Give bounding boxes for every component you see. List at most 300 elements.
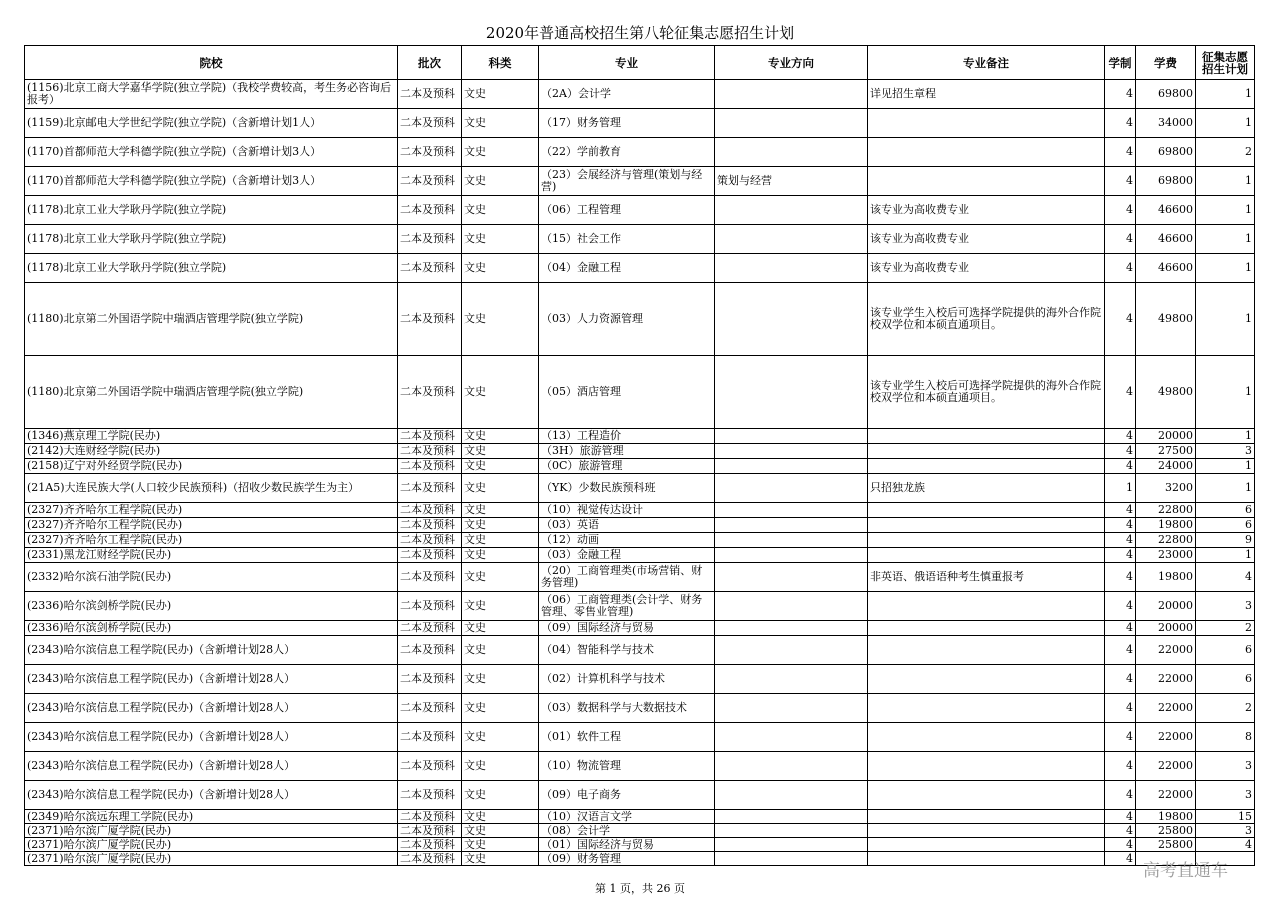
cell-batch: 二本及预科 [398, 503, 462, 518]
cell-years: 4 [1105, 665, 1136, 694]
cell-fee: 3200 [1136, 474, 1196, 503]
table-row [25, 225, 1255, 254]
cell-category: 文史 [462, 621, 539, 636]
cell-category: 文史 [462, 636, 539, 665]
table-row [25, 138, 1255, 167]
cell-note [868, 518, 1105, 533]
cell-category: 文史 [462, 752, 539, 781]
cell-major: （13）工程造价 [539, 429, 715, 444]
table-row [25, 621, 1255, 636]
cell-major: （15）社会工作 [539, 225, 715, 254]
cell-school: (1346)燕京理工学院(民办) [25, 429, 398, 444]
cell-school: (1170)首都师范大学科德学院(独立学院)（含新增计划3人） [25, 138, 398, 167]
cell-years: 4 [1105, 196, 1136, 225]
cell-school: (2371)哈尔滨广厦学院(民办) [25, 824, 398, 838]
cell-plan: 4 [1196, 838, 1255, 852]
cell-category: 文史 [462, 563, 539, 592]
cell-plan: 1 [1196, 474, 1255, 503]
cell-direction [715, 80, 868, 109]
cell-major: （09）国际经济与贸易 [539, 621, 715, 636]
cell-plan: 1 [1196, 356, 1255, 429]
cell-note [868, 109, 1105, 138]
table-row [25, 665, 1255, 694]
cell-fee: 25800 [1136, 824, 1196, 838]
cell-plan: 1 [1196, 225, 1255, 254]
table-row [25, 518, 1255, 533]
cell-batch: 二本及预科 [398, 167, 462, 196]
cell-note [868, 665, 1105, 694]
cell-school: (2343)哈尔滨信息工程学院(民办)（含新增计划28人） [25, 781, 398, 810]
cell-years: 4 [1105, 109, 1136, 138]
cell-plan: 3 [1196, 781, 1255, 810]
cell-plan: 1 [1196, 80, 1255, 109]
cell-direction [715, 429, 868, 444]
header-note: 专业备注 [868, 46, 1105, 80]
cell-years: 4 [1105, 138, 1136, 167]
cell-school: (2332)哈尔滨石油学院(民办) [25, 563, 398, 592]
cell-school: (2327)齐齐哈尔工程学院(民办) [25, 503, 398, 518]
cell-note [868, 548, 1105, 563]
cell-major: （2A）会计学 [539, 80, 715, 109]
cell-note [868, 838, 1105, 852]
cell-plan: 6 [1196, 636, 1255, 665]
cell-category: 文史 [462, 196, 539, 225]
header-batch: 批次 [398, 46, 462, 80]
cell-direction [715, 810, 868, 824]
cell-direction [715, 621, 868, 636]
admission-plan-table [24, 45, 1255, 866]
cell-plan: 3 [1196, 824, 1255, 838]
cell-category: 文史 [462, 503, 539, 518]
cell-direction: 策划与经营 [715, 167, 868, 196]
cell-major: （04）金融工程 [539, 254, 715, 283]
cell-fee: 27500 [1136, 444, 1196, 459]
cell-major: （06）工程管理 [539, 196, 715, 225]
cell-batch: 二本及预科 [398, 621, 462, 636]
cell-fee: 20000 [1136, 621, 1196, 636]
cell-note: 该专业学生入校后可选择学院提供的海外合作院校双学位和本硕直通项目。 [868, 283, 1105, 356]
cell-category: 文史 [462, 356, 539, 429]
cell-note [868, 444, 1105, 459]
cell-batch: 二本及预科 [398, 533, 462, 548]
cell-school: (2343)哈尔滨信息工程学院(民办)（含新增计划28人） [25, 723, 398, 752]
table-row [25, 752, 1255, 781]
cell-note [868, 503, 1105, 518]
cell-category: 文史 [462, 109, 539, 138]
cell-major: （01）国际经济与贸易 [539, 838, 715, 852]
table-row [25, 109, 1255, 138]
cell-plan: 6 [1196, 665, 1255, 694]
cell-major: （03）英语 [539, 518, 715, 533]
cell-fee: 25800 [1136, 838, 1196, 852]
cell-school: (1178)北京工业大学耿丹学院(独立学院) [25, 225, 398, 254]
cell-school: (2371)哈尔滨广厦学院(民办) [25, 852, 398, 866]
cell-category: 文史 [462, 838, 539, 852]
header-fee: 学费 [1136, 46, 1196, 80]
cell-note: 该专业为高收费专业 [868, 254, 1105, 283]
cell-category: 文史 [462, 518, 539, 533]
cell-direction [715, 518, 868, 533]
cell-plan: 3 [1196, 752, 1255, 781]
cell-major: （08）会计学 [539, 824, 715, 838]
cell-plan: 2 [1196, 694, 1255, 723]
cell-major: （3H）旅游管理 [539, 444, 715, 459]
cell-batch: 二本及预科 [398, 665, 462, 694]
cell-category: 文史 [462, 283, 539, 356]
cell-years: 4 [1105, 548, 1136, 563]
cell-batch: 二本及预科 [398, 852, 462, 866]
cell-major: （06）工商管理类(会计学、财务管理、零售业管理) [539, 592, 715, 621]
cell-years: 4 [1105, 533, 1136, 548]
header-direction: 专业方向 [715, 46, 868, 80]
header-category: 科类 [462, 46, 539, 80]
table-row [25, 723, 1255, 752]
cell-major: （12）动画 [539, 533, 715, 548]
cell-major: （03）人力资源管理 [539, 283, 715, 356]
table-row [25, 80, 1255, 109]
cell-batch: 二本及预科 [398, 723, 462, 752]
cell-direction [715, 723, 868, 752]
cell-direction [715, 356, 868, 429]
cell-fee: 22000 [1136, 694, 1196, 723]
cell-major: （23）会展经济与管理(策划与经营) [539, 167, 715, 196]
cell-plan: 6 [1196, 518, 1255, 533]
cell-category: 文史 [462, 225, 539, 254]
cell-plan: 3 [1196, 444, 1255, 459]
cell-school: (1159)北京邮电大学世纪学院(独立学院)（含新增计划1人） [25, 109, 398, 138]
cell-school: (2349)哈尔滨远东理工学院(民办) [25, 810, 398, 824]
cell-major: （10）汉语言文学 [539, 810, 715, 824]
table-row [25, 852, 1255, 866]
cell-years: 4 [1105, 752, 1136, 781]
table-row [25, 781, 1255, 810]
cell-category: 文史 [462, 852, 539, 866]
cell-plan: 1 [1196, 196, 1255, 225]
cell-category: 文史 [462, 254, 539, 283]
cell-note [868, 752, 1105, 781]
cell-category: 文史 [462, 533, 539, 548]
cell-major: （17）财务管理 [539, 109, 715, 138]
cell-major: （03）金融工程 [539, 548, 715, 563]
cell-years: 4 [1105, 459, 1136, 474]
cell-direction [715, 665, 868, 694]
cell-fee: 19800 [1136, 563, 1196, 592]
cell-fee: 69800 [1136, 138, 1196, 167]
cell-years: 4 [1105, 563, 1136, 592]
cell-fee: 19800 [1136, 518, 1196, 533]
table-row [25, 838, 1255, 852]
cell-years: 4 [1105, 254, 1136, 283]
cell-fee: 22000 [1136, 781, 1196, 810]
cell-years: 4 [1105, 621, 1136, 636]
cell-direction [715, 444, 868, 459]
cell-note [868, 138, 1105, 167]
cell-years: 4 [1105, 723, 1136, 752]
cell-school: (1170)首都师范大学科德学院(独立学院)（含新增计划3人） [25, 167, 398, 196]
cell-category: 文史 [462, 592, 539, 621]
cell-note [868, 824, 1105, 838]
cell-note [868, 723, 1105, 752]
cell-direction [715, 283, 868, 356]
table-row [25, 474, 1255, 503]
cell-direction [715, 196, 868, 225]
cell-direction [715, 254, 868, 283]
cell-direction [715, 109, 868, 138]
cell-major: （02）计算机科学与技术 [539, 665, 715, 694]
cell-years: 1 [1105, 474, 1136, 503]
cell-plan: 6 [1196, 503, 1255, 518]
cell-school: (1156)北京工商大学嘉华学院(独立学院)（我校学费较高，考生务必咨询后报考） [25, 80, 398, 109]
cell-fee: 69800 [1136, 167, 1196, 196]
cell-major: （09）电子商务 [539, 781, 715, 810]
cell-fee: 22000 [1136, 723, 1196, 752]
cell-note: 该专业学生入校后可选择学院提供的海外合作院校双学位和本硕直通项目。 [868, 356, 1105, 429]
header-plan: 征集志愿招生计划 [1196, 46, 1255, 80]
cell-school: (2343)哈尔滨信息工程学院(民办)（含新增计划28人） [25, 665, 398, 694]
cell-years: 4 [1105, 225, 1136, 254]
cell-batch: 二本及预科 [398, 548, 462, 563]
cell-fee: 69800 [1136, 80, 1196, 109]
table-row [25, 810, 1255, 824]
cell-fee: 22000 [1136, 752, 1196, 781]
cell-category: 文史 [462, 167, 539, 196]
cell-plan: 2 [1196, 138, 1255, 167]
cell-direction [715, 563, 868, 592]
cell-major: （0C）旅游管理 [539, 459, 715, 474]
cell-years: 4 [1105, 80, 1136, 109]
cell-years: 4 [1105, 167, 1136, 196]
cell-major: （04）智能科学与技术 [539, 636, 715, 665]
cell-batch: 二本及预科 [398, 429, 462, 444]
cell-batch: 二本及预科 [398, 518, 462, 533]
cell-school: (2142)大连财经学院(民办) [25, 444, 398, 459]
cell-plan: 9 [1196, 533, 1255, 548]
cell-school: (1178)北京工业大学耿丹学院(独立学院) [25, 254, 398, 283]
cell-batch: 二本及预科 [398, 80, 462, 109]
cell-fee: 20000 [1136, 592, 1196, 621]
cell-years: 4 [1105, 592, 1136, 621]
table-row [25, 533, 1255, 548]
cell-plan: 2 [1196, 621, 1255, 636]
cell-direction [715, 852, 868, 866]
cell-school: (1180)北京第二外国语学院中瑞酒店管理学院(独立学院) [25, 283, 398, 356]
cell-category: 文史 [462, 429, 539, 444]
cell-fee: 46600 [1136, 254, 1196, 283]
cell-batch: 二本及预科 [398, 752, 462, 781]
cell-school: (2336)哈尔滨剑桥学院(民办) [25, 592, 398, 621]
cell-category: 文史 [462, 474, 539, 503]
cell-fee: 19800 [1136, 810, 1196, 824]
cell-direction [715, 781, 868, 810]
cell-major: （01）软件工程 [539, 723, 715, 752]
table-body [25, 80, 1255, 866]
cell-plan: 1 [1196, 283, 1255, 356]
cell-category: 文史 [462, 138, 539, 167]
table-row [25, 429, 1255, 444]
cell-batch: 二本及预科 [398, 138, 462, 167]
cell-note [868, 694, 1105, 723]
cell-years: 4 [1105, 356, 1136, 429]
header-major: 专业 [539, 46, 715, 80]
table-row [25, 254, 1255, 283]
cell-major: （03）数据科学与大数据技术 [539, 694, 715, 723]
cell-major: （22）学前教育 [539, 138, 715, 167]
cell-note: 该专业为高收费专业 [868, 196, 1105, 225]
cell-fee: 46600 [1136, 196, 1196, 225]
cell-fee: 23000 [1136, 548, 1196, 563]
cell-batch: 二本及预科 [398, 109, 462, 138]
cell-note [868, 459, 1105, 474]
cell-plan: 1 [1196, 167, 1255, 196]
cell-note [868, 636, 1105, 665]
cell-batch: 二本及预科 [398, 824, 462, 838]
cell-plan: 4 [1196, 563, 1255, 592]
cell-direction [715, 225, 868, 254]
cell-category: 文史 [462, 723, 539, 752]
cell-school: (2336)哈尔滨剑桥学院(民办) [25, 621, 398, 636]
cell-direction [715, 636, 868, 665]
cell-fee: 22800 [1136, 503, 1196, 518]
cell-category: 文史 [462, 665, 539, 694]
cell-direction [715, 459, 868, 474]
cell-years: 4 [1105, 518, 1136, 533]
cell-years: 4 [1105, 694, 1136, 723]
cell-batch: 二本及预科 [398, 636, 462, 665]
header-years: 学制 [1105, 46, 1136, 80]
cell-major: （05）酒店管理 [539, 356, 715, 429]
cell-fee: 22000 [1136, 636, 1196, 665]
table-row [25, 167, 1255, 196]
cell-school: (2343)哈尔滨信息工程学院(民办)（含新增计划28人） [25, 752, 398, 781]
cell-plan: 1 [1196, 254, 1255, 283]
cell-plan: 15 [1196, 810, 1255, 824]
cell-note [868, 621, 1105, 636]
cell-plan: 1 [1196, 548, 1255, 563]
cell-batch: 二本及预科 [398, 563, 462, 592]
cell-school: (2331)黑龙江财经学院(民办) [25, 548, 398, 563]
header-school: 院校 [25, 46, 398, 80]
cell-years: 4 [1105, 852, 1136, 866]
cell-batch: 二本及预科 [398, 283, 462, 356]
cell-plan: 3 [1196, 592, 1255, 621]
cell-direction [715, 752, 868, 781]
table-row [25, 459, 1255, 474]
page-title: 2020年普通高校招生第八轮征集志愿招生计划 [485, 24, 795, 42]
cell-category: 文史 [462, 824, 539, 838]
cell-school: (2343)哈尔滨信息工程学院(民办)（含新增计划28人） [25, 636, 398, 665]
cell-direction [715, 474, 868, 503]
table-row [25, 283, 1255, 356]
cell-school: (2327)齐齐哈尔工程学院(民办) [25, 533, 398, 548]
cell-plan: 1 [1196, 429, 1255, 444]
cell-years: 4 [1105, 824, 1136, 838]
page-footer: 第 1 页，共 26 页 [595, 882, 685, 895]
table-row [25, 636, 1255, 665]
cell-major: （YK）少数民族预科班 [539, 474, 715, 503]
cell-plan: 8 [1196, 723, 1255, 752]
cell-school: (2327)齐齐哈尔工程学院(民办) [25, 518, 398, 533]
cell-note: 该专业为高收费专业 [868, 225, 1105, 254]
cell-fee: 49800 [1136, 356, 1196, 429]
cell-direction [715, 503, 868, 518]
cell-direction [715, 533, 868, 548]
cell-note [868, 167, 1105, 196]
table-row [25, 503, 1255, 518]
table-row [25, 196, 1255, 225]
cell-fee: 20000 [1136, 429, 1196, 444]
cell-years: 4 [1105, 283, 1136, 356]
cell-direction [715, 838, 868, 852]
table-row [25, 563, 1255, 592]
cell-direction [715, 548, 868, 563]
cell-batch: 二本及预科 [398, 694, 462, 723]
table-row [25, 824, 1255, 838]
cell-note [868, 852, 1105, 866]
cell-years: 4 [1105, 781, 1136, 810]
cell-major: （20）工商管理类(市场营销、财务管理) [539, 563, 715, 592]
cell-major: （10）视觉传达设计 [539, 503, 715, 518]
cell-category: 文史 [462, 80, 539, 109]
cell-note [868, 781, 1105, 810]
table-row [25, 592, 1255, 621]
cell-fee: 34000 [1136, 109, 1196, 138]
cell-category: 文史 [462, 459, 539, 474]
cell-note [868, 429, 1105, 444]
cell-school: (2343)哈尔滨信息工程学院(民办)（含新增计划28人） [25, 694, 398, 723]
cell-fee: 22000 [1136, 665, 1196, 694]
cell-school: (21A5)大连民族大学(人口较少民族预科)（招收少数民族学生为主） [25, 474, 398, 503]
cell-note: 只招独龙族 [868, 474, 1105, 503]
cell-note [868, 592, 1105, 621]
cell-note: 非英语、俄语语种考生慎重报考 [868, 563, 1105, 592]
table-header-row [25, 46, 1255, 80]
cell-batch: 二本及预科 [398, 254, 462, 283]
cell-fee: 46600 [1136, 225, 1196, 254]
cell-years: 4 [1105, 444, 1136, 459]
cell-major: （09）财务管理 [539, 852, 715, 866]
table-row [25, 694, 1255, 723]
cell-category: 文史 [462, 694, 539, 723]
cell-direction [715, 138, 868, 167]
cell-years: 4 [1105, 810, 1136, 824]
cell-batch: 二本及预科 [398, 444, 462, 459]
cell-years: 4 [1105, 429, 1136, 444]
cell-major: （10）物流管理 [539, 752, 715, 781]
cell-direction [715, 824, 868, 838]
cell-batch: 二本及预科 [398, 196, 462, 225]
cell-category: 文史 [462, 548, 539, 563]
table-row [25, 548, 1255, 563]
cell-batch: 二本及预科 [398, 459, 462, 474]
cell-batch: 二本及预科 [398, 592, 462, 621]
cell-years: 4 [1105, 838, 1136, 852]
table-row [25, 356, 1255, 429]
cell-direction [715, 694, 868, 723]
cell-years: 4 [1105, 503, 1136, 518]
cell-category: 文史 [462, 781, 539, 810]
cell-school: (1180)北京第二外国语学院中瑞酒店管理学院(独立学院) [25, 356, 398, 429]
cell-category: 文史 [462, 444, 539, 459]
cell-batch: 二本及预科 [398, 356, 462, 429]
cell-batch: 二本及预科 [398, 810, 462, 824]
cell-fee: 22800 [1136, 533, 1196, 548]
watermark-text: 高考直通车 [1143, 861, 1228, 881]
cell-plan: 1 [1196, 459, 1255, 474]
cell-batch: 二本及预科 [398, 781, 462, 810]
cell-note: 详见招生章程 [868, 80, 1105, 109]
cell-batch: 二本及预科 [398, 838, 462, 852]
cell-batch: 二本及预科 [398, 474, 462, 503]
